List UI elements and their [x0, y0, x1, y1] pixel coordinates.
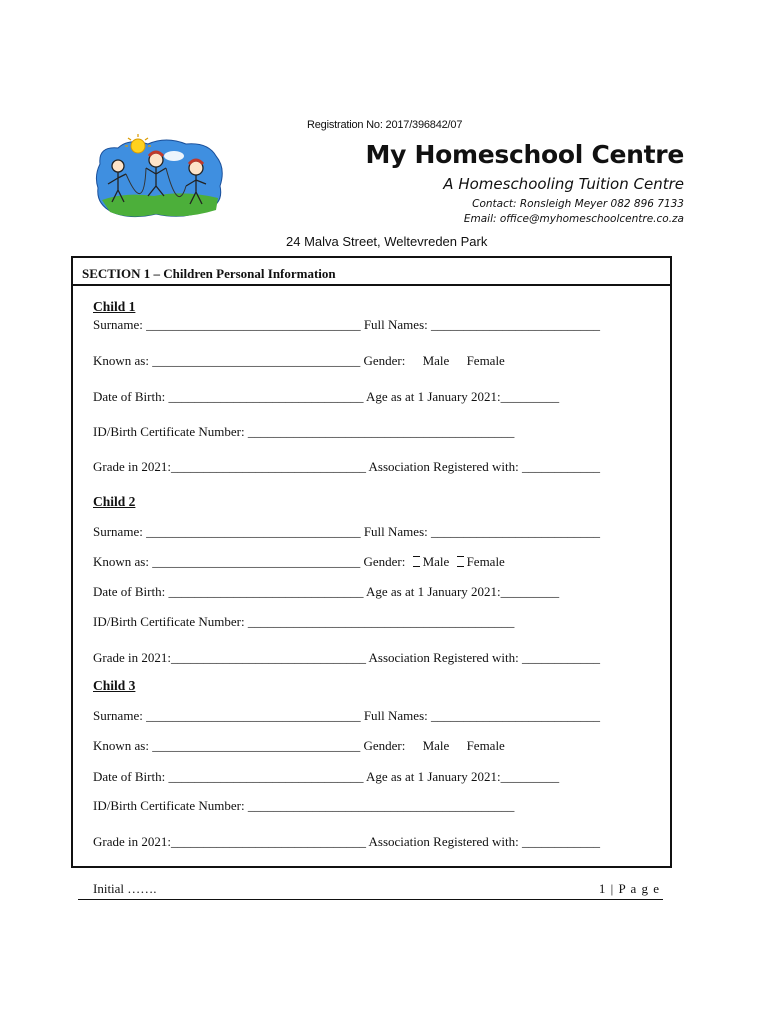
child-3-known-as-label: Known as: ________________________________ Gender: [93, 738, 406, 753]
female-checkbox-icon[interactable] [457, 556, 464, 567]
child-2-known-as-label: Known as: ________________________________ Gender: [93, 554, 406, 569]
child-1-heading: Child 1 [93, 299, 136, 314]
child-2-male-option[interactable]: Male [422, 554, 450, 569]
child-3-female-option[interactable]: Female [466, 738, 505, 753]
child-3-surname-line[interactable]: Surname: _________________________________ Full Names: __________________________ [93, 708, 600, 723]
child-3-heading: Child 3 [93, 678, 136, 693]
kids-playing-logo [94, 134, 226, 220]
child-3-grade-line[interactable]: Grade in 2021:______________________________ Association Registered with: ____________ [93, 834, 600, 849]
child-2-dob-line[interactable]: Date of Birth: ______________________________ Age as at 1 January 2021:_________ [93, 584, 560, 599]
child-1-known-as-gender-line[interactable] [93, 353, 505, 369]
child-1-known-as-label: Known as: ________________________________ Gender: [93, 353, 406, 368]
contact-line: Contact: Ronsleigh Meyer 082 896 7133 [472, 198, 684, 210]
initial-field[interactable]: Initial ……. [93, 881, 157, 896]
child-3-id-line[interactable]: ID/Birth Certificate Number: _________________________________________ [93, 798, 515, 813]
registration-number: Registration No: 2017/396842/07 [307, 119, 463, 131]
child-2-id-line[interactable]: ID/Birth Certificate Number: _________________________________________ [93, 614, 515, 629]
child-2-surname-line[interactable]: Surname: _________________________________ Full Names: __________________________ [93, 524, 600, 539]
child-3-dob-line[interactable]: Date of Birth: ______________________________ Age as at 1 January 2021:_________ [93, 769, 560, 784]
child-1-surname-line[interactable]: Surname: _________________________________ Full Names: __________________________ [93, 317, 600, 332]
organization-tagline: A Homeschooling Tuition Centre [443, 175, 684, 193]
child-2-female-option[interactable]: Female [466, 554, 505, 569]
child-1-male-option[interactable]: Male [422, 353, 450, 368]
page-number: 1 | P a g e [598, 881, 660, 896]
child-1-dob-line[interactable]: Date of Birth: ______________________________ Age as at 1 January 2021:_________ [93, 389, 560, 404]
child-3-known-as-gender-line[interactable] [93, 738, 505, 754]
section-title: SECTION 1 – Children Personal Information [82, 266, 336, 281]
male-checkbox-icon[interactable] [413, 556, 420, 567]
child-2-heading: Child 2 [93, 494, 136, 509]
child-3-male-option[interactable]: Male [422, 738, 450, 753]
child-1-id-line[interactable]: ID/Birth Certificate Number: _________________________________________ [93, 424, 515, 439]
section-header [73, 258, 670, 286]
child-2-known-as-gender-line[interactable] [93, 554, 505, 570]
email-line: Email: office@myhomeschoolcentre.co.za [463, 213, 684, 225]
child-2-grade-line[interactable]: Grade in 2021:______________________________ Association Registered with: ____________ [93, 650, 600, 665]
child-1-female-option[interactable]: Female [466, 353, 505, 368]
street-address: 24 Malva Street, Weltevreden Park [286, 234, 488, 249]
organization-name: My Homeschool Centre [365, 140, 684, 169]
child-1-grade-line[interactable]: Grade in 2021:______________________________ Association Registered with: ____________ [93, 459, 600, 474]
footer-divider [78, 899, 663, 900]
